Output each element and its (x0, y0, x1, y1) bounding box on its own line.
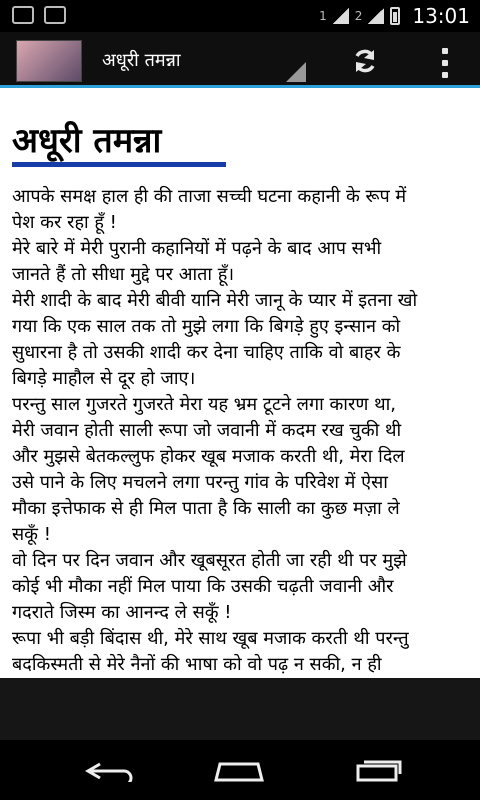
signal-icon (333, 8, 349, 24)
action-bar-title: अधूरी तमन्ना (102, 50, 181, 71)
clock: 13:01 (412, 4, 470, 28)
story-content[interactable] (0, 88, 480, 678)
overflow-menu-icon[interactable] (442, 48, 450, 78)
app-icon[interactable] (16, 40, 82, 82)
status-bar (0, 0, 480, 32)
story-title: अधूरी तमन्ना (12, 121, 162, 161)
navigation-bar (0, 740, 480, 800)
story-paragraph: परन्तु साल गुजरते गुजरते मेरा यह भ्रम टूटने लगा कारण था, मेरी जवान होती साली रूपा जो जवानी में कदम रख चुकी थी और मुझसे बेतकल्लुफ होकर खूब मजाक करती थी, मेरा दिल उसे पाने के लिए मचलने लगा परन्तु गांव के परिवेश में ऐसा मौका इत्तेफाक से ही मिल पाता है कि साली का कुछ मज़ा ले सकूँ ! (12, 394, 405, 545)
home-icon[interactable] (212, 760, 266, 782)
image-notification-icon (44, 6, 66, 24)
story-paragraph: वो दिन पर दिन जवान और खूबसूरत होती जा रही थी पर मुझे कोई भी मौका नहीं मिल पाया कि उसकी चढ़ती जवानी और गदराते जिस्म का आनन्द ले सकूँ ! (12, 550, 407, 623)
signal-icon-2 (368, 8, 384, 24)
story-paragraph: मेरे बारे में मेरी पुरानी कहानियों में पढ़ने के बाद आप सभी जानते हैं तो सीधा मुद्दे पर आता हूँ। (12, 238, 382, 285)
action-bar (0, 32, 480, 88)
content-footer (0, 678, 480, 740)
back-icon[interactable] (84, 760, 138, 782)
story-paragraph: आपके समक्ष हाल ही की ताजा सच्ची घटना कहानी के रूप में पेश कर रहा हूँ ! (12, 186, 407, 233)
story-paragraph: मेरी शादी के बाद मेरी बीवी यानि मेरी जानू के प्यार में इतना खो गया कि एक साल तक तो मुझे लगा कि बिगड़े हुए इन्सान को सुधारना है तो उसकी शादी कर देना चाहिए ताकि वो बाहर के बिगड़े माहौल से दूर हो जाए। (12, 290, 418, 389)
refresh-icon[interactable] (350, 46, 380, 76)
dropdown-indicator-icon[interactable] (286, 62, 306, 82)
sim2-label: 2 (354, 9, 363, 23)
system-indicators (319, 4, 470, 28)
story-paragraph: रूपा भी बड़ी बिंदास थी, मेरे साथ खूब मजाक करती थी परन्तु बदकिस्मती से मेरे नैनों की भाषा को वो पढ़ न सकी, न ही (12, 628, 409, 675)
notification-icons (12, 6, 66, 24)
title-underline (12, 162, 226, 167)
battery-icon (390, 7, 400, 25)
recent-apps-icon[interactable] (350, 760, 404, 782)
story-body (12, 184, 472, 678)
sim1-label: 1 (319, 9, 327, 23)
message-notification-icon (12, 6, 34, 24)
